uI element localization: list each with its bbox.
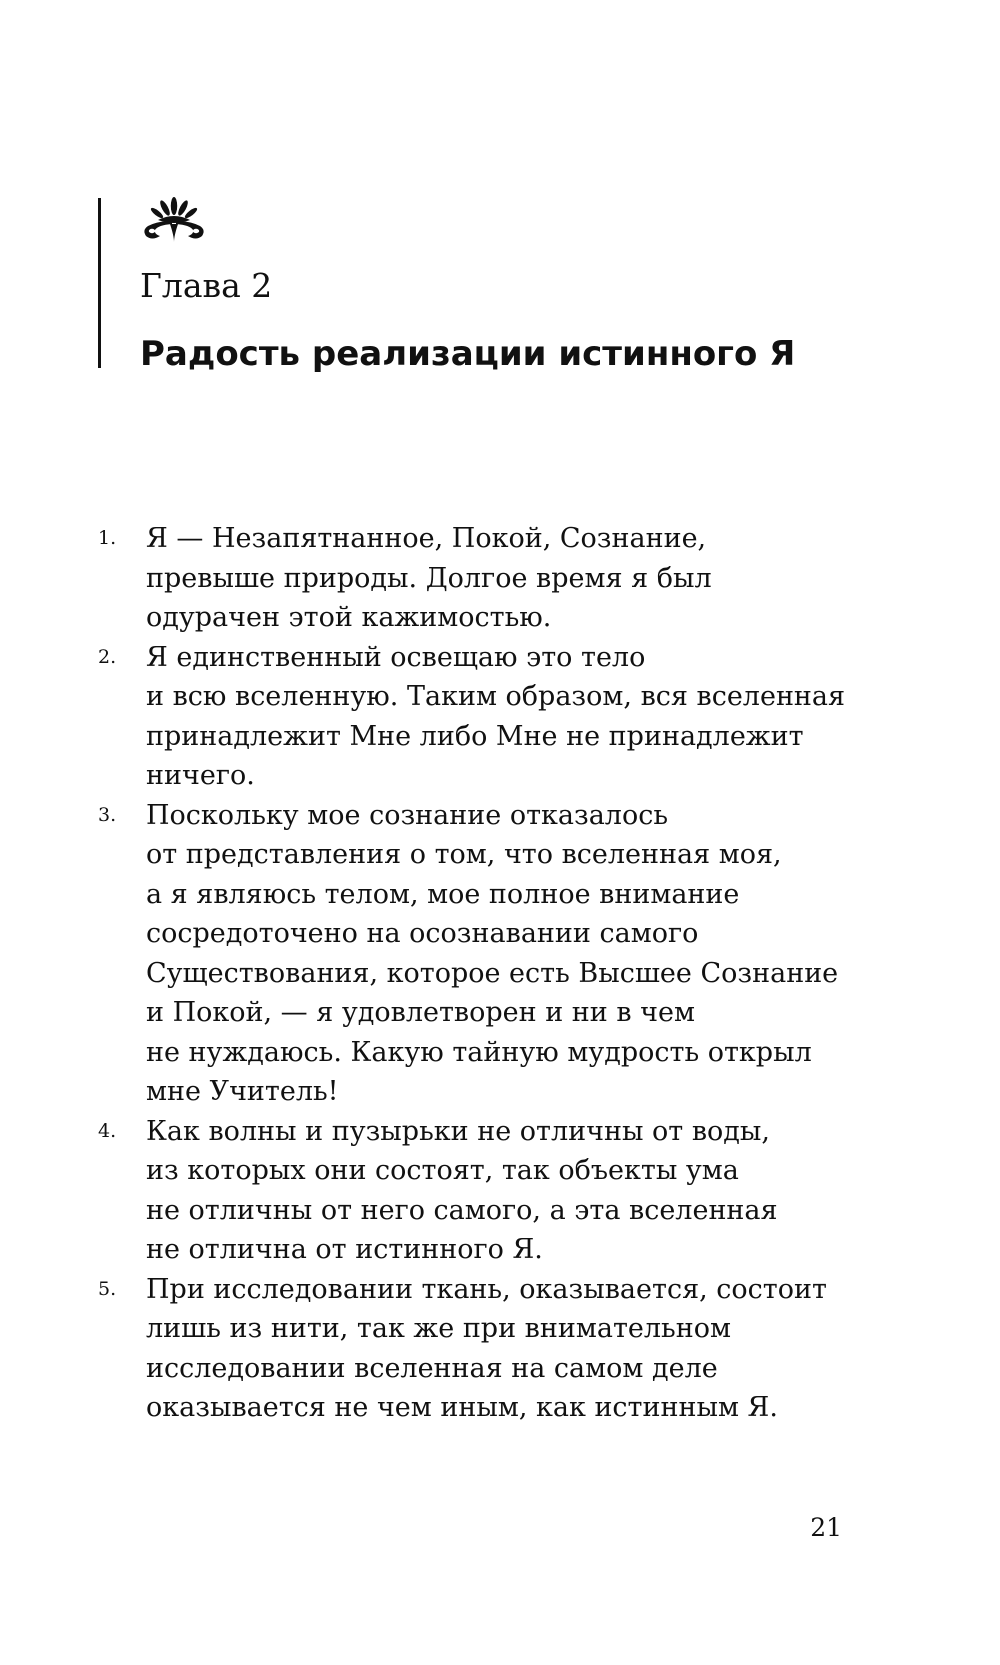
verse-line: оказывается не чем иным, как истинным Я. [146, 1392, 778, 1423]
verse-number: 5. [98, 1277, 117, 1300]
verse-line: мне Учитель! [146, 1076, 339, 1107]
verse-line: не нуждаюсь. Какую тайную мудрость открыл [146, 1036, 812, 1068]
verse-line: При исследовании ткань, оказывается, состоит [146, 1273, 827, 1305]
verse-number: 4. [98, 1119, 117, 1142]
verse-5 [0, 1270, 1000, 1428]
verse-line: Я — Незапятнанное, Покой, Сознание, [146, 523, 707, 554]
verse-line: принадлежит Мне либо Мне не принадлежит [146, 720, 804, 752]
verse-line: ничего. [146, 760, 255, 791]
verse-line: одурачен этой кажимостью. [146, 602, 552, 633]
verse-line: а я являюсь телом, мое полное внимание [146, 878, 740, 910]
verse-line: не отлична от истинного Я. [146, 1234, 543, 1265]
verse-number: 1. [98, 527, 117, 549]
verse-line: и всю вселенную. Таким образом, вся вселенная [146, 681, 846, 712]
page-number: 21 [810, 1513, 842, 1542]
verse-1 [0, 519, 1000, 638]
verse-4 [0, 1112, 1000, 1270]
verse-line: превыше природы. Долгое время я был [146, 562, 712, 594]
verse-3 [0, 796, 1000, 1112]
verse-line: и Покой, — я удовлетворен и ни в чем [146, 997, 695, 1028]
verse-line: Я единственный освещаю это тело [146, 641, 646, 673]
verse-2 [0, 638, 1000, 796]
chapter-vertical-rule [98, 198, 101, 368]
verse-line: Существования, которое есть Высшее Сознание [146, 957, 839, 989]
chapter-title: Радость реализации истинного Я [140, 334, 796, 374]
verse-number: 2. [98, 645, 117, 668]
verse-line: сосредоточено на осознавании самого [146, 918, 699, 949]
verse-line: исследовании вселенная на самом деле [146, 1352, 718, 1384]
lotus-ornament-icon [138, 196, 210, 244]
verse-number: 3. [98, 803, 117, 826]
verse-line: Как волны и пузырьки не отличны от воды, [146, 1115, 770, 1147]
verse-line: Поскольку мое сознание отказалось [146, 799, 669, 831]
verse-line: от представления о том, что вселенная моя, [146, 839, 782, 870]
chapter-label: Глава 2 [140, 266, 273, 305]
verse-line: из которых они состоят, так объекты ума [146, 1155, 739, 1186]
verse-line: не отличны от него самого, а эта вселенная [146, 1194, 778, 1226]
verse-list [0, 519, 1000, 1428]
verse-line: лишь из нити, так же при внимательном [146, 1313, 731, 1344]
